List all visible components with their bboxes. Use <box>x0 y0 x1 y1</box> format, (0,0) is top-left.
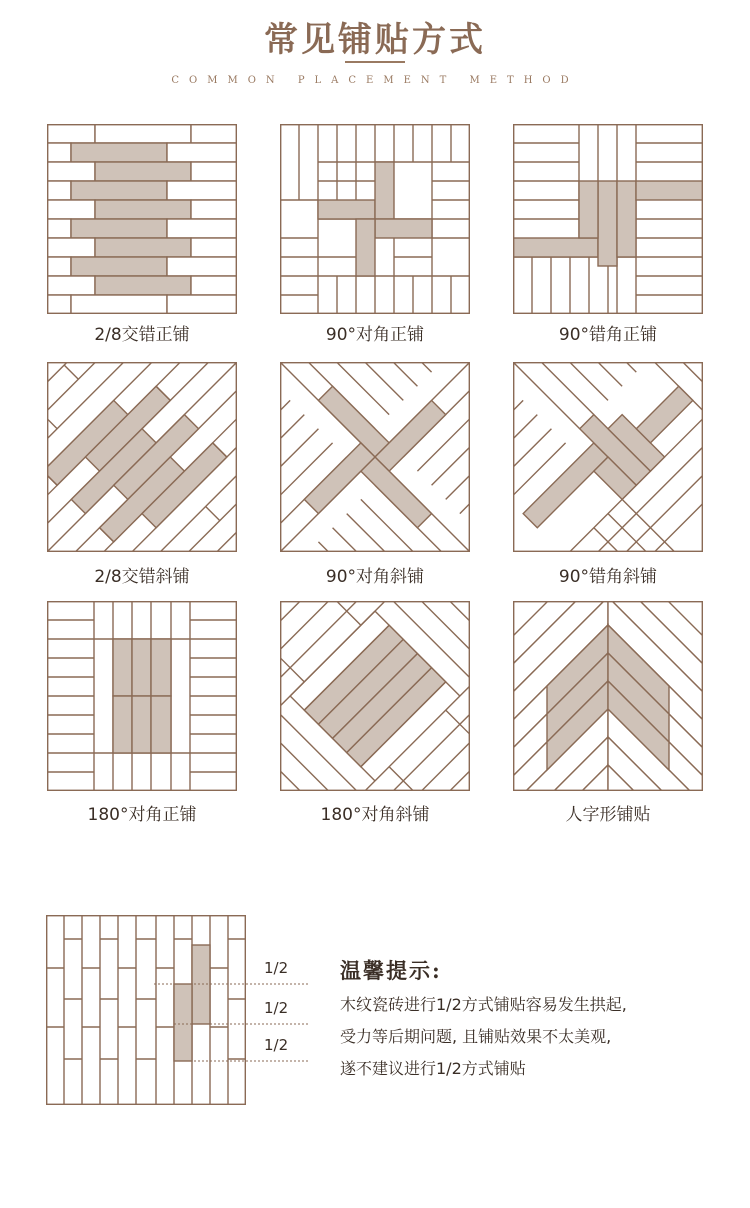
pattern-tile-5 <box>280 362 470 552</box>
title-rule <box>345 61 405 63</box>
tip-line-1: 木纹瓷砖进行1/2方式铺贴容易发生拱起, <box>340 995 627 1014</box>
page-title: 常见铺贴方式 <box>264 20 486 60</box>
pattern-label-9: 人字形铺贴 <box>565 805 651 825</box>
tip-line-2: 受力等后期问题, 且铺贴效果不太美观, <box>340 1027 612 1046</box>
pattern-tile-7 <box>47 601 237 791</box>
pattern-tile-1 <box>47 124 237 314</box>
pattern-label-5: 90°对角斜铺 <box>325 567 425 587</box>
leader-lines <box>246 970 316 1080</box>
pattern-label-4: 2/8交错斜铺 <box>94 567 190 587</box>
half-label-1: 1/2 <box>264 959 289 977</box>
pattern-label-3: 90°错角正铺 <box>558 325 658 345</box>
pattern-tile-2 <box>280 124 470 314</box>
pattern-tile-8 <box>280 601 470 791</box>
pattern-label-2: 90°对角正铺 <box>325 325 425 345</box>
pattern-label-8: 180°对角斜铺 <box>320 805 430 825</box>
tip-title: 温馨提示: <box>340 958 442 983</box>
pattern-tile-3 <box>513 124 703 314</box>
pattern-label-7: 180°对角正铺 <box>87 805 197 825</box>
half-offset-illustration <box>46 915 246 1109</box>
tip-line-3: 遂不建议进行1/2方式铺贴 <box>340 1059 526 1078</box>
pattern-label-1: 2/8交错正铺 <box>94 325 190 345</box>
pattern-tile-4 <box>47 362 237 552</box>
page-subtitle: COMMON PLACEMENT METHOD <box>171 75 579 86</box>
pattern-label-6: 90°错角斜铺 <box>558 567 658 587</box>
pattern-tile-9 <box>513 601 703 791</box>
half-label-3: 1/2 <box>264 1036 289 1054</box>
pattern-tile-6 <box>513 362 703 552</box>
half-label-2: 1/2 <box>264 999 289 1017</box>
